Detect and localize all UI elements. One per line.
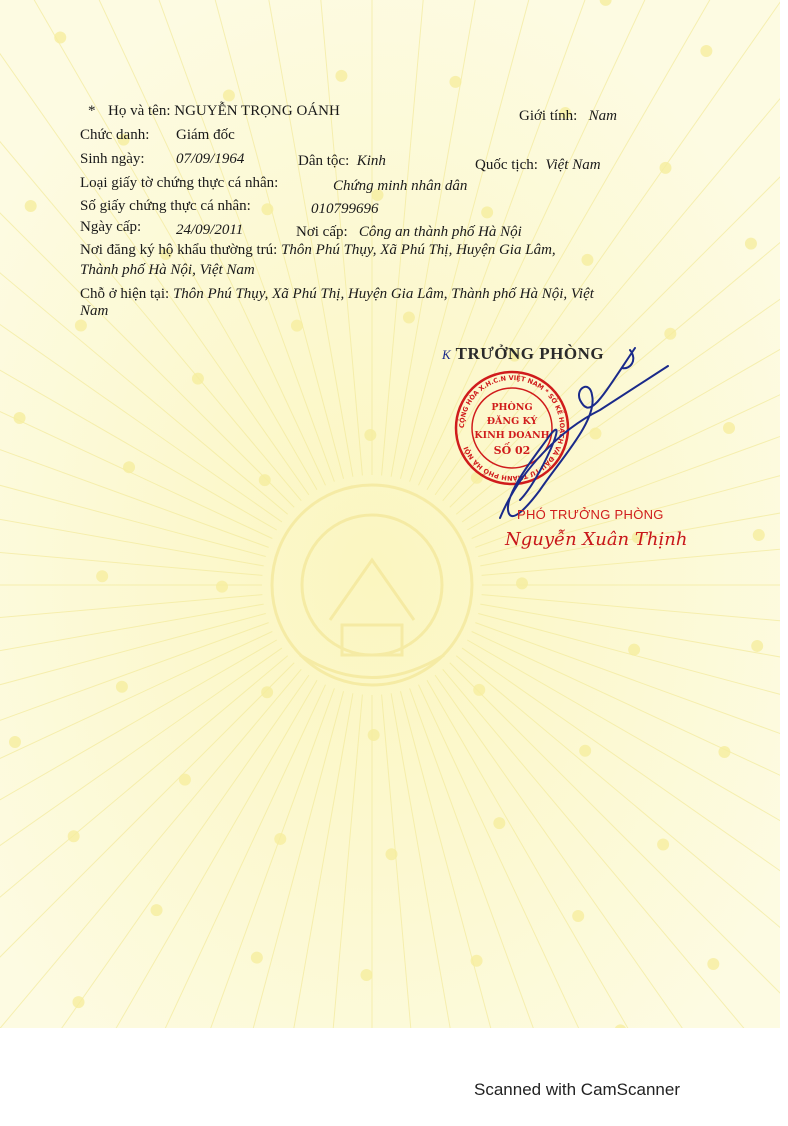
deputy-name: Nguyễn Xuân Thịnh	[505, 529, 688, 550]
position-value: Giám đốc	[176, 127, 235, 143]
idnum-value: 010799696	[311, 201, 379, 217]
nationality-value: Việt Nam	[545, 157, 601, 173]
stamp-line-1: PHÒNG	[491, 402, 533, 413]
deputy-title: PHÓ TRƯỞNG PHÒNG	[517, 507, 664, 522]
handwritten-signature	[480, 340, 680, 530]
current-address-label: Chỗ ở hiện tại:	[80, 286, 170, 302]
stamp-line-2: ĐĂNG KÝ	[486, 416, 538, 427]
on-behalf-mark: K	[442, 347, 452, 362]
idnum-label: Số giấy chứng thực cá nhân:	[80, 198, 251, 214]
position-label: Chức danh:	[80, 127, 150, 143]
gender-value: Nam	[588, 108, 617, 124]
gender-label: Giới tính:	[519, 108, 578, 124]
scanner-watermark: Scanned with CamScanner	[474, 1080, 681, 1099]
residence-value-2: Thành phố Hà Nội, Việt Nam	[80, 262, 255, 278]
idtype-label: Loại giấy tờ chứng thực cá nhân:	[80, 175, 279, 191]
issue-date-value: 24/09/2011	[176, 222, 244, 238]
signature-title-text: TRƯỞNG PHÒNG	[455, 344, 605, 363]
stamp-line-4: SỐ 02	[493, 444, 531, 457]
current-address-value-1: Thôn Phú Thụy, Xã Phú Thị, Huyện Gia Lâm, Thành phố Hà Nội, Việt	[172, 286, 594, 302]
issue-place-label: Nơi cấp:	[296, 224, 348, 240]
name-value: NGUYỄN TRỌNG OÁNH	[174, 103, 340, 119]
nationality-label: Quốc tịch:	[475, 157, 538, 173]
residence-label: Nơi đăng ký hộ khẩu thường trú:	[80, 242, 278, 258]
bullet-mark: *	[88, 103, 96, 119]
stamp-ring-text: CỘNG HÒA X.H.C.N VIỆT NAM * SỞ KẾ HOẠCH VÀ ĐẦU TƯ THÀNH PHỐ HÀ NỘI	[457, 373, 567, 483]
dob-label: Sinh ngày:	[80, 151, 145, 167]
dob-value: 07/09/1964	[176, 151, 245, 167]
residence-value-1: Thôn Phú Thụy, Xã Phú Thị, Huyện Gia Lâm,	[281, 242, 556, 258]
current-address-value-2: Nam	[80, 303, 109, 319]
ethnic-label: Dân tộc:	[298, 153, 350, 169]
stamp-line-3: KINH DOANH	[474, 430, 550, 441]
issue-place-value: Công an thành phố Hà Nội	[358, 224, 522, 240]
name-label: Họ và tên:	[108, 103, 171, 119]
issue-date-label: Ngày cấp:	[80, 219, 142, 235]
ethnic-value: Kinh	[356, 153, 386, 169]
idtype-value: Chứng minh nhân dân	[333, 178, 468, 194]
